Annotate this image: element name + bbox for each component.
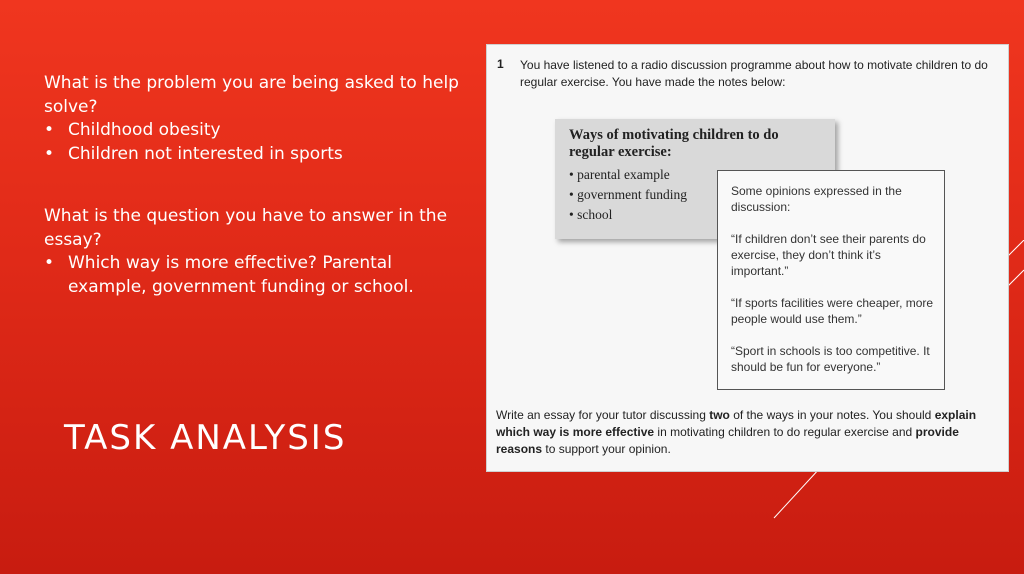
notes-item: • parental example: [569, 165, 687, 185]
question-essay: What is the question you have to answer in the essay?: [44, 206, 448, 250]
bullet-item: • Which way is more effective? Parental example, government funding or school.: [44, 252, 474, 299]
slide-title: TASK ANALYSIS: [64, 418, 347, 458]
bullet-item: • Childhood obesity: [44, 119, 474, 143]
bullet-item: • Children not interested in sports: [44, 143, 474, 167]
notes-item: • government funding: [569, 185, 687, 205]
problem-bullets: [44, 119, 474, 166]
exam-question-image: [486, 44, 1009, 472]
notes-item: • school: [569, 205, 687, 225]
notes-list: [569, 165, 687, 225]
task-text-bold: provide reasons: [496, 425, 959, 456]
question-number: 1: [497, 57, 504, 71]
opinions-heading: Some opinions expressed in the discussion:: [731, 184, 902, 214]
task-text-part: Write an essay for your tutor discussing: [496, 408, 710, 422]
notes-title: Ways of motivating children to do regular exercise:: [569, 127, 779, 160]
opinion-quote: “Sport in schools is too competitive. It should be fun for everyone.”: [731, 344, 930, 374]
opinion-quote: “If children don’t see their parents do exercise, they don’t think it’s important.”: [731, 232, 926, 278]
task-text-part: to support your opinion.: [542, 442, 671, 456]
task-text-part: in motivating children to do regular exercise and: [654, 425, 916, 439]
essay-bullets: [44, 252, 474, 299]
task-instructions: [496, 407, 996, 458]
task-text-part: of the ways in your notes. You should: [729, 408, 935, 422]
opinion-quote: “If sports facilities were cheaper, more people would use them.”: [731, 296, 934, 326]
question-problem: What is the problem you are being asked to help solve?: [44, 73, 459, 117]
decorative-line: [770, 468, 830, 528]
task-text-bold: explain which way is more effective: [496, 408, 977, 439]
question-intro: You have listened to a radio discussion programme about how to motivate children to do regular exercise. You have made the notes below:: [520, 58, 988, 89]
opinions-box: [717, 170, 945, 390]
task-text-bold: two: [709, 408, 730, 422]
analysis-text: [44, 72, 474, 299]
